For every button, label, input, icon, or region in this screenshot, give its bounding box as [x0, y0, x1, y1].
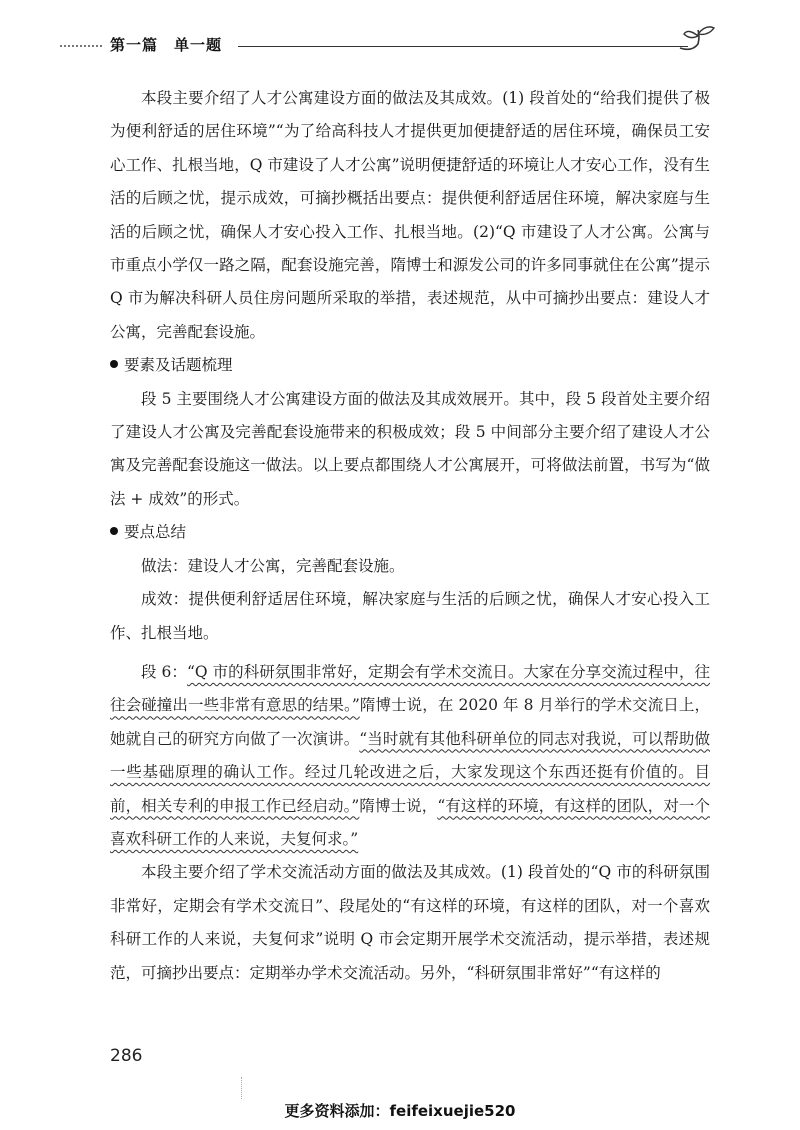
page-number: 286 [110, 1046, 143, 1066]
page-body [110, 82, 710, 990]
header-dots [60, 45, 102, 47]
label-text: 要点总结 [124, 523, 187, 542]
quote-plain-2: 隋博士说， [359, 796, 438, 815]
paragraph-effect: 成效：提供便利舒适居住环境，解决家庭与生活的后顾之忧，确保人才安心投入工作、扎根当地。 [110, 590, 710, 642]
quoted-material-6 [110, 656, 710, 856]
paragraph-topic-summary: 段 5 主要围绕人才公寓建设方面的做法及其成效展开。其中，段 5 段首处主要介绍了建设人才公寓及完善配套设施带来的积极成效；段 5 中间部分主要介绍了建设人才公寓及完善配套设施这一做法。以上要点都围绕人才公寓展开，可将做法前置，书写为“做法 + 成效”的形式。 [110, 389, 710, 508]
paragraph-method: 做法：建设人才公寓，完善配套设施。 [141, 556, 405, 575]
quote-underlined-3: “有这样的环境，有这样的团队，对一个喜欢科研工作的人来说，夫复何求。” [110, 796, 710, 848]
quote-lead: 段 6： [141, 662, 187, 681]
footer-note: 更多资料添加：feifeixuejie520 [284, 1102, 516, 1120]
bullet-icon [110, 527, 118, 535]
quote-underlined-2: “当时就有其他科研单位的同志对我说，可以帮助做一些基础原理的确认工作。经过几轮改进之后，大家发现这个东西还挺有价值的。目前，相关专利的申报工作已经启动。” [110, 729, 710, 815]
label-text: 要素及话题梳理 [124, 356, 233, 375]
bullet-icon [110, 360, 118, 368]
footer-divider [241, 1077, 242, 1099]
quote-underlined-1: “Q 市的科研氛围非常好，定期会有学术交流日。大家在分享交流过程中，往往会碰撞出一些非常有意思的结果。” [110, 662, 711, 715]
section-label-elements [110, 349, 710, 382]
quote-plain-1: 隋博士说，在 2020 年 8 月举行的学术交流日上，她就自己的研究方向做了一次演讲。 [110, 696, 710, 748]
paragraph-analysis-6: 本段主要介绍了学术交流活动方面的做法及其成效。(1) 段首处的“Q 市的科研氛围非常好，定期会有学术交流日”、段尾处的“有这样的环境，有这样的团队，对一个喜欢科研工作的人来说，夫复何求”说明 Q 市会定期开展学术交流活动，提示举措，表述规范，可摘抄出要点：定期举办学术交流活动。另外，“科研氛围非常好”“有这样的 [110, 863, 710, 982]
header-rule [238, 46, 688, 47]
chapter-title: 第一篇 单一题 [110, 36, 223, 54]
paragraph-analysis-5: 本段主要介绍了人才公寓建设方面的做法及其成效。(1) 段首处的“给我们提供了极为便利舒适的居住环境”“为了给高科技人才提供更加便捷舒适的居住环境，确保员工安心工作、扎根当地，Q 市建设了人才公寓”说明便捷舒适的环境让人才安心工作，没有生活的后顾之忧，提示成效，可摘抄概括出要点：提供便利舒适居住环境，解决家庭与生活的后顾之忧，确保人才安心投入工作、扎根当地。(2)“Q 市建设了人才公寓。公寓与市重点小学仅一路之隔，配套设施完善，隋博士和源发公司的许多同事就住在公寓”提示 Q 市为解决科研人员住房问题所采取的举措，表述规范，从中可摘抄出要点：建设人才公寓，完善配套设施。 [110, 89, 710, 341]
section-label-points [110, 516, 710, 549]
sprout-icon [676, 22, 720, 62]
running-header [0, 30, 800, 60]
